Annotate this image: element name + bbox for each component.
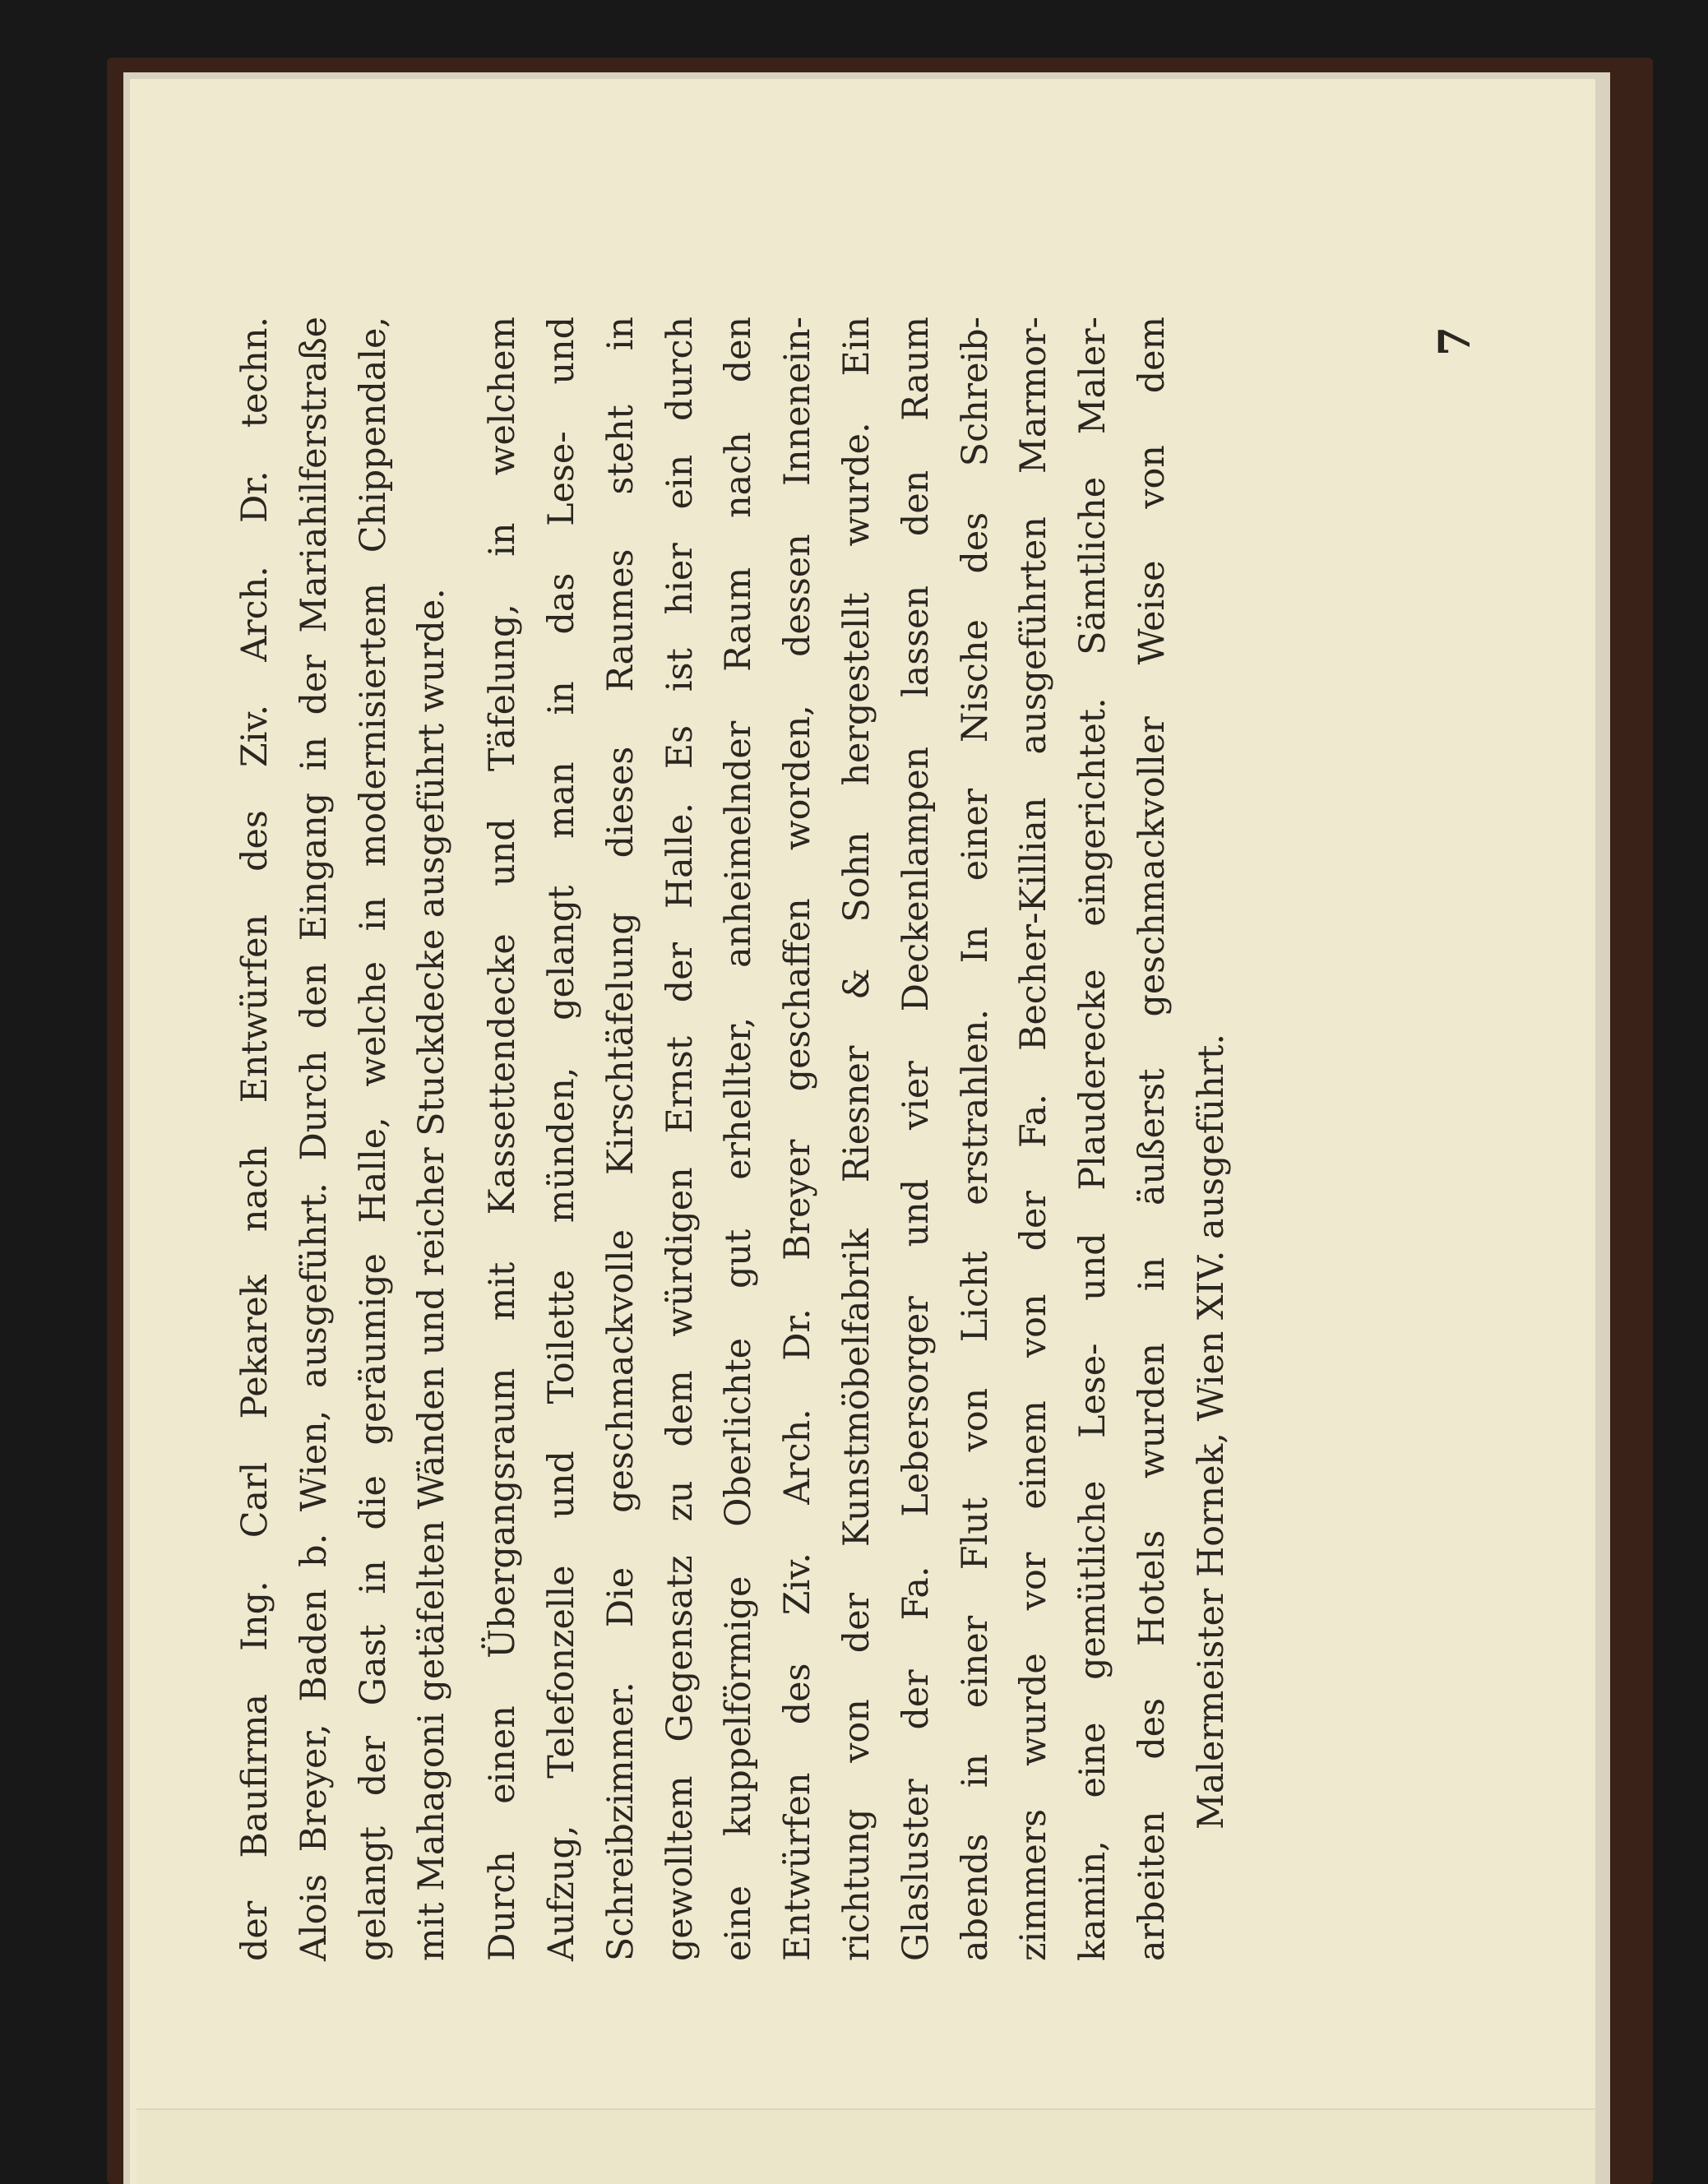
text-line: Malermeister Hornek, Wien XIV. ausgeführt. <box>1190 1034 1232 1830</box>
text-line: zimmers wurde vor einem von der Fa. Becher-Killian ausgeführten Marmor- <box>1013 317 1055 1961</box>
text-line: Alois Breyer, Baden b. Wien, ausgeführt. Durch den Eingang in der Mariahilferstraße <box>293 317 335 1961</box>
text-line: Schreibzimmer. Die geschmackvolle Kirschtäfelung dieses Raumes steht in <box>599 317 641 1961</box>
text-line: Entwürfen des Ziv. Arch. Dr. Breyer geschaffen worden, dessen Innenein- <box>777 317 819 1961</box>
rotated-text-block <box>226 317 1232 1961</box>
paragraph-gap <box>462 317 474 1961</box>
text-line: arbeiten des Hotels wurden in äußerst geschmackvoller Weise von dem <box>1131 317 1173 1961</box>
next-page-edge <box>137 2108 1595 2184</box>
text-line: der Baufirma Ing. Carl Pekarek nach Entwürfen des Ziv. Arch. Dr. techn. <box>234 317 275 1961</box>
text-line: gelangt der Gast in die geräumige Halle, welche in modernisiertem Chippendale, <box>352 317 394 1961</box>
text-line: gewolltem Gegensatz zu dem würdigen Ernst der Halle. Es ist hier ein durch <box>659 317 701 1961</box>
page-number: 7 <box>1430 326 1480 357</box>
text-line: Glasluster der Fa. Lebersorger und vier Deckenlampen lassen den Raum <box>895 317 937 1961</box>
text-line: Durch einen Übergangsraum mit Kassettendecke und Täfelung, in welchem <box>482 317 524 1961</box>
text-line: eine kuppelförmige Oberlichte gut erhellter, anheimelnder Raum nach den <box>718 317 760 1961</box>
text-line: mit Mahagoni getäfelten Wänden und reicher Stuckdecke ausgeführt wurde. <box>411 588 453 1961</box>
text-line: kamin, eine gemütliche Lese- und Plauderecke eingerichtet. Sämtliche Maler- <box>1072 317 1114 1961</box>
text-line: Aufzug, Telefonzelle und Toilette münden, gelangt man in das Lese- und <box>540 317 582 1961</box>
text-line: richtung von der Kunstmöbelfabrik Riesner & Sohn hergestellt wurde. Ein <box>835 317 877 1961</box>
text-line: abends in einer Flut von Licht erstrahlen. In einer Nische des Schreib- <box>954 317 996 1961</box>
